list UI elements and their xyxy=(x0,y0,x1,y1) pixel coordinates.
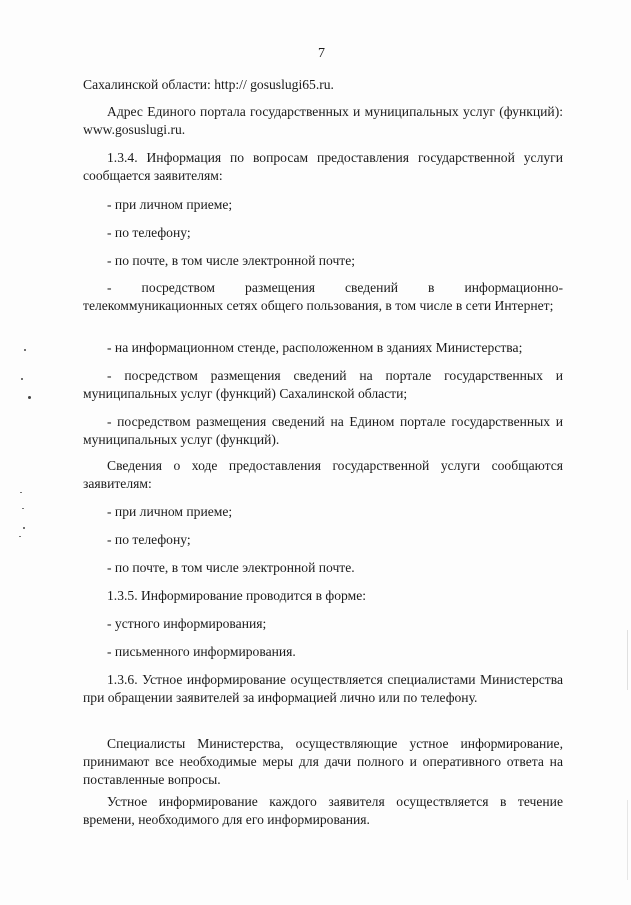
list-item-8: - при личном приеме; xyxy=(107,504,233,519)
list-item-1: - при личном приеме; xyxy=(107,197,233,212)
scan-speck xyxy=(20,492,22,493)
list-item-7: - посредством размещения сведений на Едином портале государственных и муниципальных услуг (функций). xyxy=(83,414,563,447)
scan-speck xyxy=(19,536,21,537)
list-item-3: - по почте, в том числе электронной почте; xyxy=(107,253,356,268)
list-item-4: - посредством размещения сведений в информационно-телекоммуникационных сетях общего пользования, в том числе в сети Интернет; xyxy=(83,280,563,313)
paragraph-5: 1.3.5. Информирование проводится в форме: xyxy=(107,588,367,603)
scan-speck xyxy=(627,630,628,690)
scan-speck xyxy=(21,378,23,380)
paragraph-1: Сахалинской области: http:// gosuslugi65.ru. xyxy=(83,77,334,92)
list-item-5: - на информационном стенде, расположенном в зданиях Министерства; xyxy=(107,340,523,355)
paragraph-8: Устное информирование каждого заявителя осуществляется в течение времени, необходимого для его информирования. xyxy=(83,794,563,827)
list-item-9: - по телефону; xyxy=(107,532,191,547)
scan-speck xyxy=(22,508,24,509)
list-item-10: - по почте, в том числе электронной почте. xyxy=(107,560,355,575)
list-item-2: - по телефону; xyxy=(107,225,191,240)
scan-speck xyxy=(24,349,26,351)
paragraph-4: Сведения о ходе предоставления государственной услуги сообщаются заявителям: xyxy=(83,458,563,491)
scan-speck xyxy=(28,396,31,399)
paragraph-6: 1.3.6. Устное информирование осуществляется специалистами Министерства при обращении заявителей за информацией лично или по телефону. xyxy=(83,672,563,705)
paragraph-2: Адрес Единого портала государственных и муниципальных услуг (функций): www.gosuslugi.ru. xyxy=(83,104,563,137)
scan-speck xyxy=(23,527,25,529)
list-item-11: - устного информирования; xyxy=(107,616,267,631)
list-item-6: - посредством размещения сведений на портале государственных и муниципальных услуг (функций) Сахалинской области; xyxy=(83,368,563,401)
page-number: 7 xyxy=(318,46,325,61)
list-item-12: - письменного информирования. xyxy=(107,644,296,659)
scan-speck xyxy=(627,800,628,880)
paragraph-7: Специалисты Министерства, осуществляющие устное информирование, принимают все необходимые меры для дачи полного и оперативного ответа на поставленные вопросы. xyxy=(83,736,563,787)
paragraph-3: 1.3.4. Информация по вопросам предоставления государственной услуги сообщается заявителям: xyxy=(83,150,563,183)
